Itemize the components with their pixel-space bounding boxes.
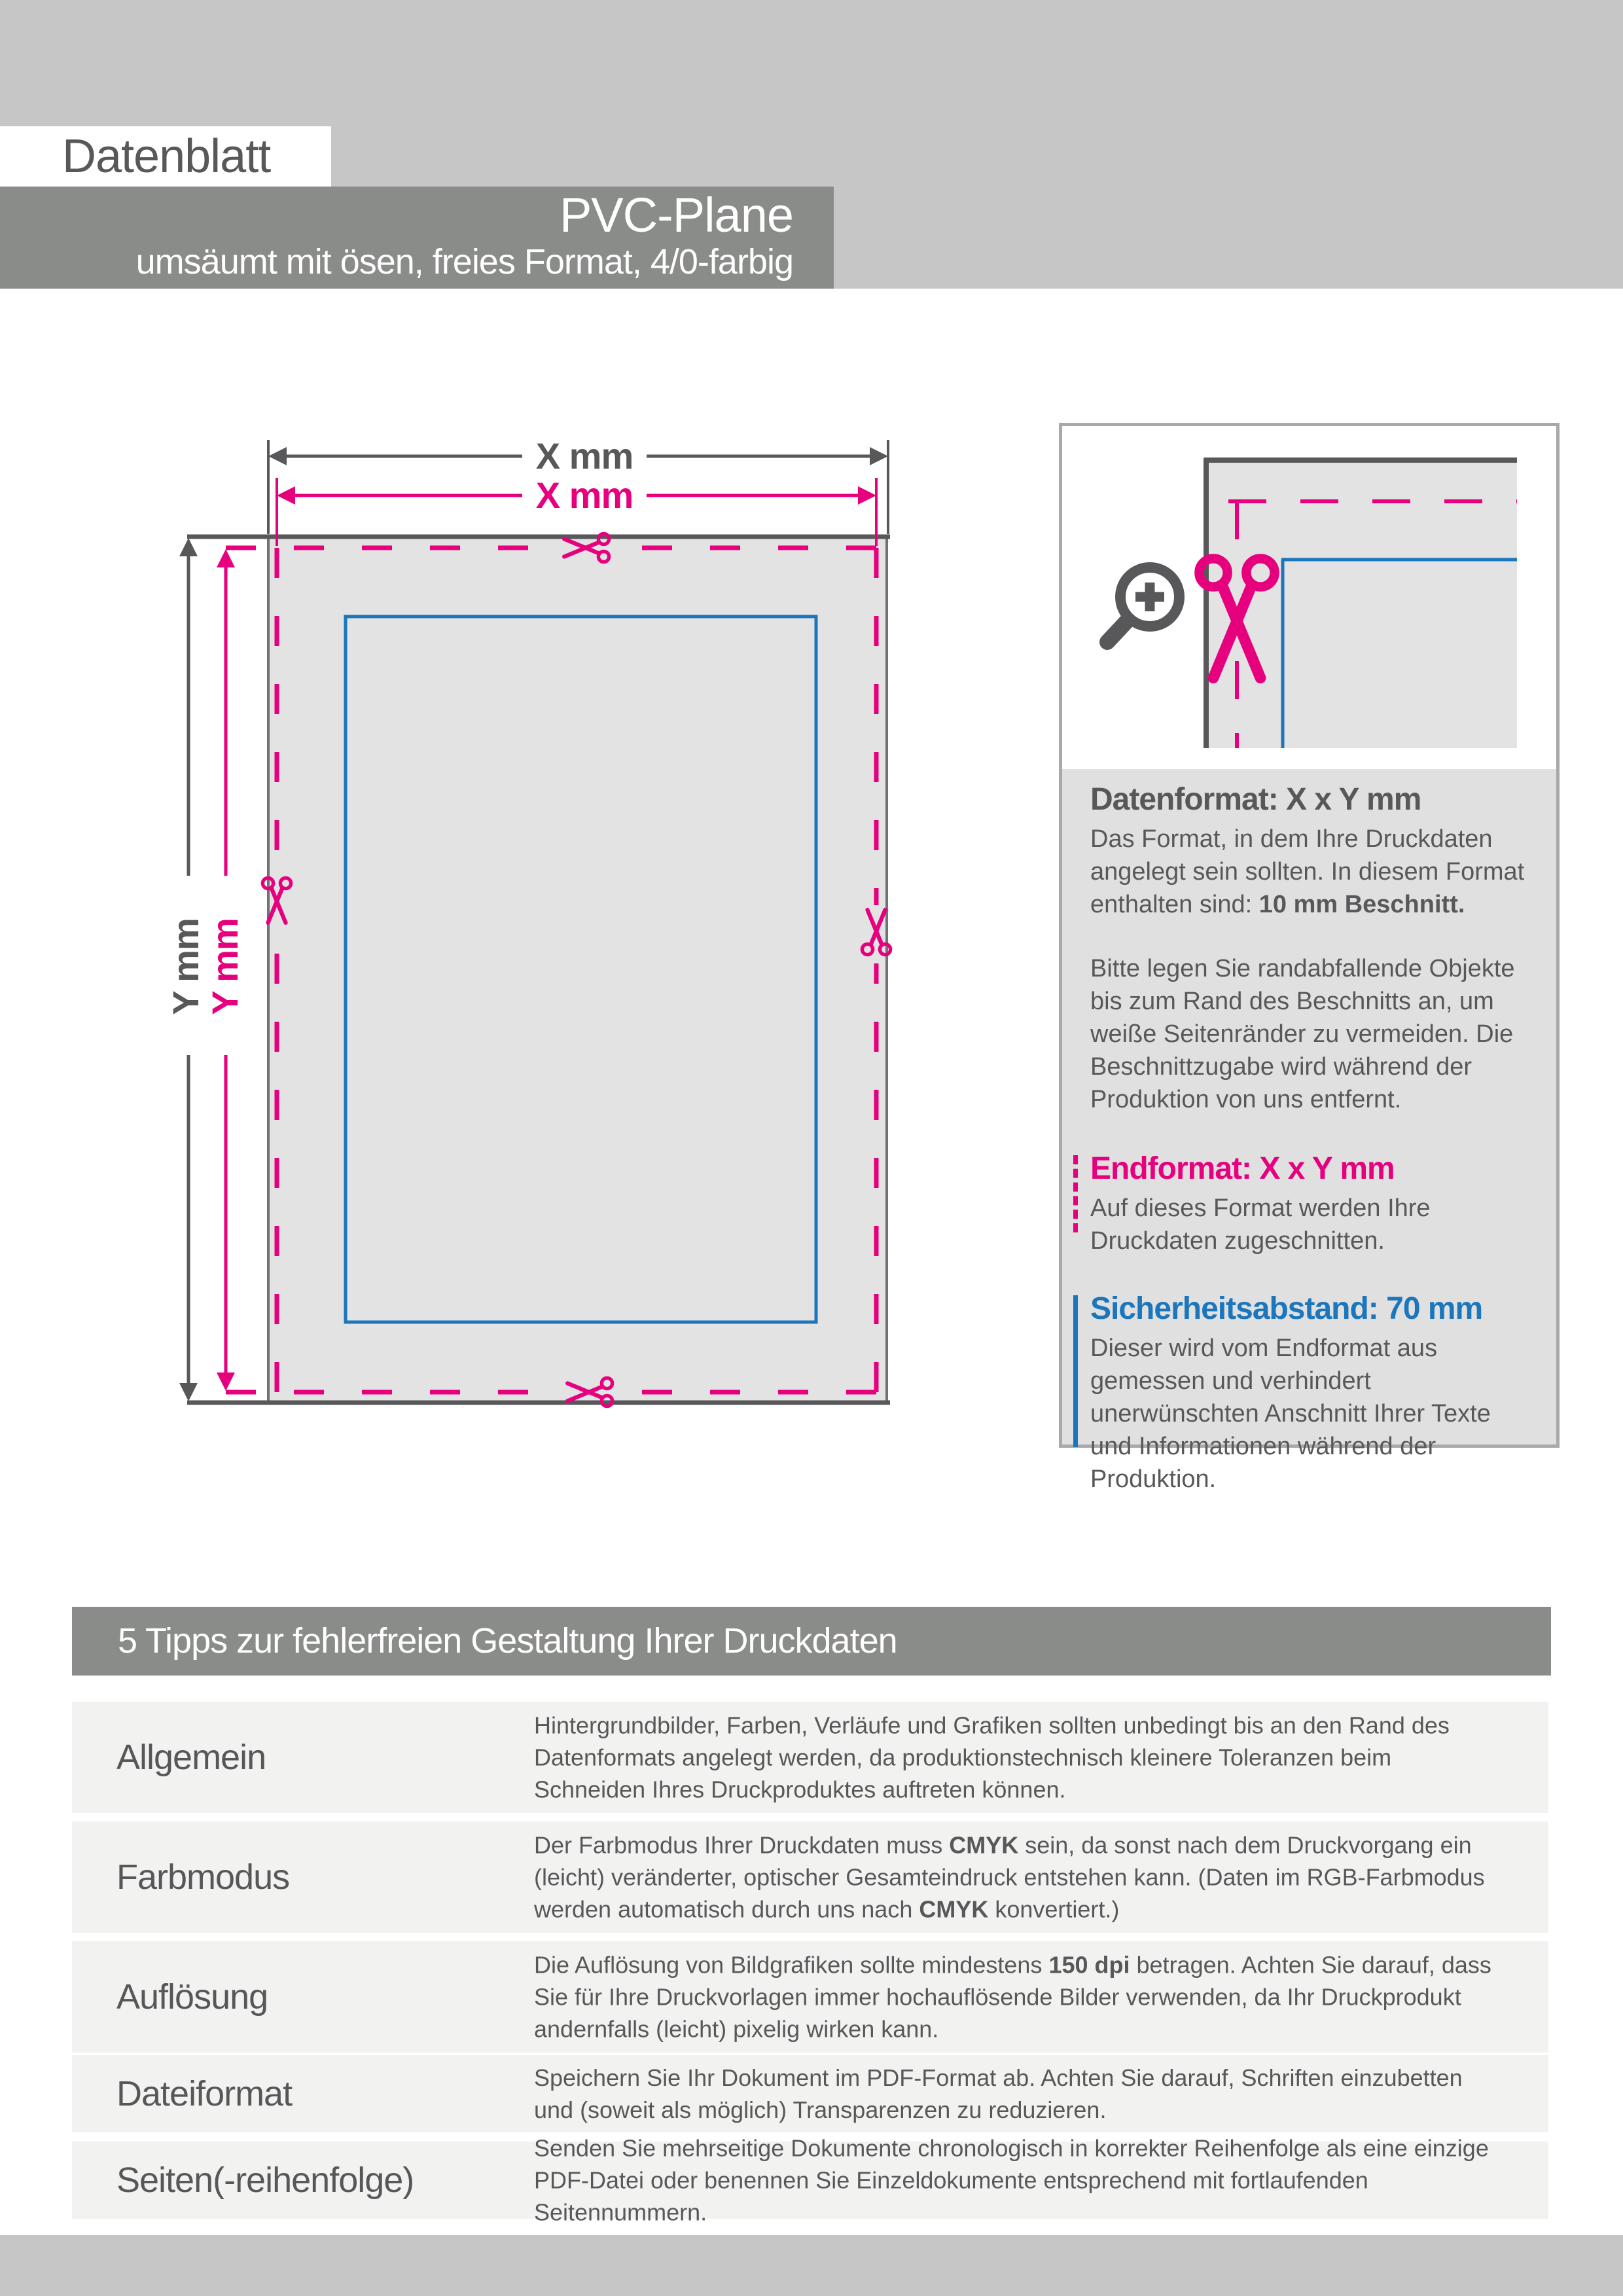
tip-label: Auflösung [116, 1977, 268, 2017]
endformat-body: Auf dieses Format werden Ihre Druckdaten zugeschnitten. [1090, 1194, 1431, 1255]
tip-body: Senden Sie mehrseitige Dokumente chronologisch in korrekter Reihenfolge als eine einzige PDF-Datei oder benennen Sie Einzeldokumente entsprechend mit fortlaufenden Seitennummern. [534, 2134, 1489, 2226]
sicherheitsabstand-body: Dieser wird vom Endformat aus gemessen und verhindert unerwünschten Anschnitt Ihrer Texte und Informationen während der Produktion. [1090, 1335, 1491, 1493]
datenformat-body: Das Format, in dem Ihre Druckdaten angelegt sein sollten. In diesem Format enthalten sind: 10 mm Beschnitt. [1090, 825, 1525, 918]
format-info-box [1059, 423, 1560, 1493]
sicherheitsabstand-block [1090, 1290, 1533, 1496]
tip-label: Seiten(-reihenfolge) [116, 2161, 414, 2200]
tip-row-farbmodus [72, 1821, 1548, 1933]
datenformat-block [1090, 781, 1533, 1116]
product-title: PVC-Plane [559, 188, 793, 242]
dim-label-y-inner: Y mm [204, 918, 245, 1015]
format-info-panel [1062, 769, 1556, 1493]
datenformat-area [187, 537, 890, 1403]
tip-label: Farbmodus [116, 1857, 290, 1897]
sicherheitsabstand-heading: Sicherheitsabstand: 70 mm [1090, 1291, 1483, 1326]
endformat-marker-line [1073, 1155, 1078, 1232]
footer-band [0, 2235, 1623, 2296]
tip-row-seitenreihenfolge [72, 2134, 1548, 2226]
tip-body: Speichern Sie Ihr Dokument im PDF-Format ab. Achten Sie darauf, Schriften einzubetten und (soweit als möglich) Transparenzen zu reduzieren. [534, 2064, 1463, 2123]
tips-header-band [72, 1607, 1551, 1676]
datenformat-body-2: Bitte legen Sie randabfallende Objekte bis zum Rand des Beschnitts an, um weiße Seitenränder zu vermeiden. Die Beschnittzugabe wird während der Produktion von uns entfernt. [1090, 955, 1515, 1113]
endformat-block [1090, 1150, 1533, 1257]
tip-row-allgemein [72, 1702, 1548, 1813]
tip-body: Der Farbmodus Ihrer Druckdaten muss CMYK sein, da sonst nach dem Druckvorgang ein (leicht) veränderter, optischer Gesamteindruck entstehen kann. (Daten im RGB-Farbmodus werden automatisch durch uns nach CMYK konvertiert.) [534, 1831, 1485, 1923]
dim-label-x-outer: X mm [535, 435, 633, 476]
dim-label-y-outer: Y mm [165, 918, 206, 1015]
sheet-title: Datenblatt [62, 130, 271, 183]
endformat-heading: Endformat: X x Y mm [1090, 1151, 1395, 1186]
tip-body: Die Auflösung von Bildgrafiken sollte mindestens 150 dpi betragen. Achten Sie darauf, dass Sie für Ihre Druckvorlagen immer hochauflösende Bilder verwenden, da Ihr Druckprodukt andernfalls (leicht) pixelig wirken kann. [534, 1951, 1491, 2043]
sicherheitsabstand-marker-line [1073, 1295, 1078, 1447]
datenformat-heading: Datenformat: X x Y mm [1090, 782, 1421, 817]
tip-label: Allgemein [116, 1738, 266, 1777]
tip-label: Dateiformat [116, 2074, 293, 2113]
tip-row-dateiformat [72, 2055, 1548, 2132]
product-subtitle: umsäumt mit ösen, freies Format, 4/0-farbig [135, 242, 793, 281]
tip-body: Hintergrundbilder, Farben, Verläufe und Grafiken sollten unbedingt bis an den Rand des Datenformats angelegt werden, da produktionstechnisch kleinere Toleranzen beim Schneiden Ihres Druckproduktes auftreten können. [534, 1712, 1450, 1803]
dim-label-x-inner: X mm [535, 475, 633, 516]
tips-title: 5 Tipps zur fehlerfreien Gestaltung Ihrer Druckdaten [118, 1621, 897, 1660]
tip-row-aufloesung [72, 1941, 1548, 2053]
